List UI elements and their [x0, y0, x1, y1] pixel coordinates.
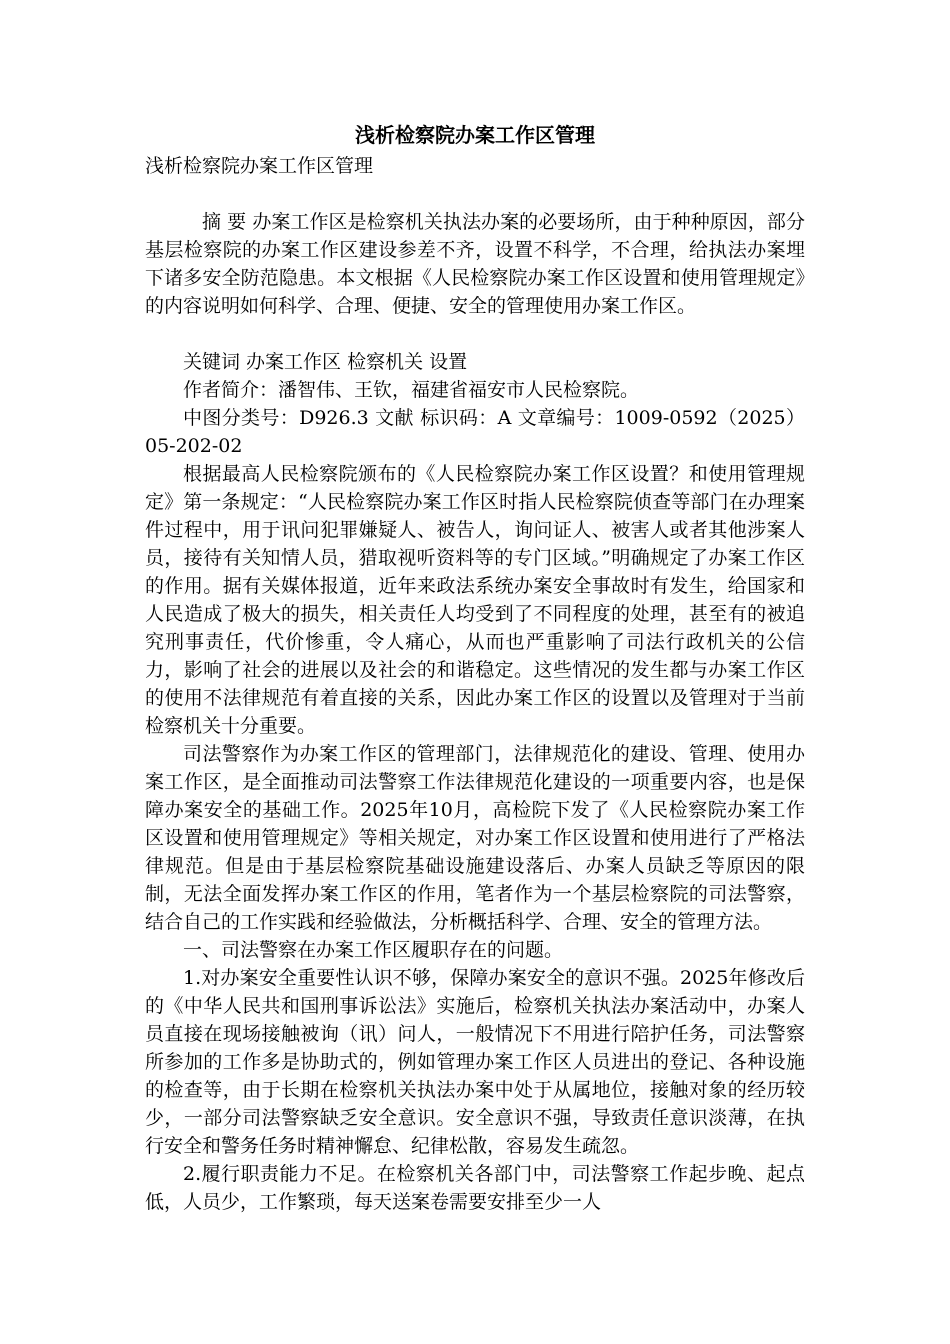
- document-subtitle: 浅析检察院办案工作区管理: [145, 155, 374, 177]
- blank-line: [145, 320, 805, 348]
- body-paragraph: 1.对办案安全重要性认识不够，保障办案安全的意识不强。2025年修改后的《中华人民共和国刑事诉讼法》实施后，检察机关执法办案活动中，办案人员直接在现场接触被询（讯）问人，一般情况下不用进行陪护任务，司法警察所参加的工作多是协助式的，例如管理办案工作区人员进出的登记、各种设施的检查等，由于长期在检察机关执法办案中处于从属地位，接触对象的经历较少，一部分司法警察缺乏安全意识。安全意识不强，导致责任意识淡薄，在执行安全和警务任务时精神懈怠、纪律松散，容易发生疏忽。: [145, 967, 805, 1157]
- keywords-line: 关键词 办案工作区 检察机关 设置: [183, 351, 468, 373]
- blank-line: [145, 180, 805, 208]
- body-paragraph: 2.履行职责能力不足。在检察机关各部门中，司法警察工作起步晚、起点低，人员少，工作繁琐，每天送案卷需要安排至少一人: [145, 1163, 805, 1213]
- classification-line: 中图分类号：D926.3 文献 标识码：A 文章编号：1009-0592（2025）05-202-02: [145, 407, 805, 457]
- section-heading: 一、司法警察在办案工作区履职存在的问题。: [183, 939, 564, 961]
- body-paragraph: 根据最高人民检察院颁布的《人民检察院办案工作区设置？和使用管理规定》第一条规定：“人民检察院办案工作区时指人民检察院侦查等部门在办理案件过程中，用于讯问犯罪嫌疑人、被告人，询问证人、被害人或者其他涉案人员，接待有关知情人员，猎取视听资料等的专门区域。”明确规定了办案工作区的作用。据有关媒体报道，近年来政法系统办案安全事故时有发生，给国家和人民造成了极大的损失，相关责任人均受到了不同程度的处理，甚至有的被追究刑事责任，代价惨重，令人痛心，从而也严重影响了司法行政机关的公信力，影响了社会的进展以及社会的和谐稳定。这些情况的发生都与办案工作区的使用不法律规范有着直接的关系，因此办案工作区的设置以及管理对于当前检察机关十分重要。: [145, 463, 805, 737]
- abstract-paragraph: 摘 要 办案工作区是检察机关执法办案的必要场所，由于种种原因，部分基层检察院的办案工作区建设参差不齐，设置不科学，不合理，给执法办案埋下诸多安全防范隐患。本文根据《人民检察院办案工作区设置和使用管理规定》的内容说明如何科学、合理、便捷、安全的管理使用办案工作区。: [145, 211, 805, 317]
- document-title: 浅析检察院办案工作区管理: [355, 123, 595, 147]
- body-paragraph: 司法警察作为办案工作区的管理部门，法律规范化的建设、管理、使用办案工作区，是全面推动司法警察工作法律规范化建设的一项重要内容，也是保障办案安全的基础工作。2025年10月，高检院下发了《人民检察院办案工作区设置和使用管理规定》等相关规定，对办案工作区设置和使用进行了严格法律规范。但是由于基层检察院基础设施建设落后、办案人员缺乏等原因的限制，无法全面发挥办案工作区的作用，笔者作为一个基层检察院的司法警察，结合自己的工作实践和经验做法，分析概括科学、合理、安全的管理方法。: [145, 743, 805, 933]
- document-body: [145, 120, 805, 1216]
- author-line: 作者简介：潘智伟、王钦，福建省福安市人民检察院。: [183, 379, 640, 401]
